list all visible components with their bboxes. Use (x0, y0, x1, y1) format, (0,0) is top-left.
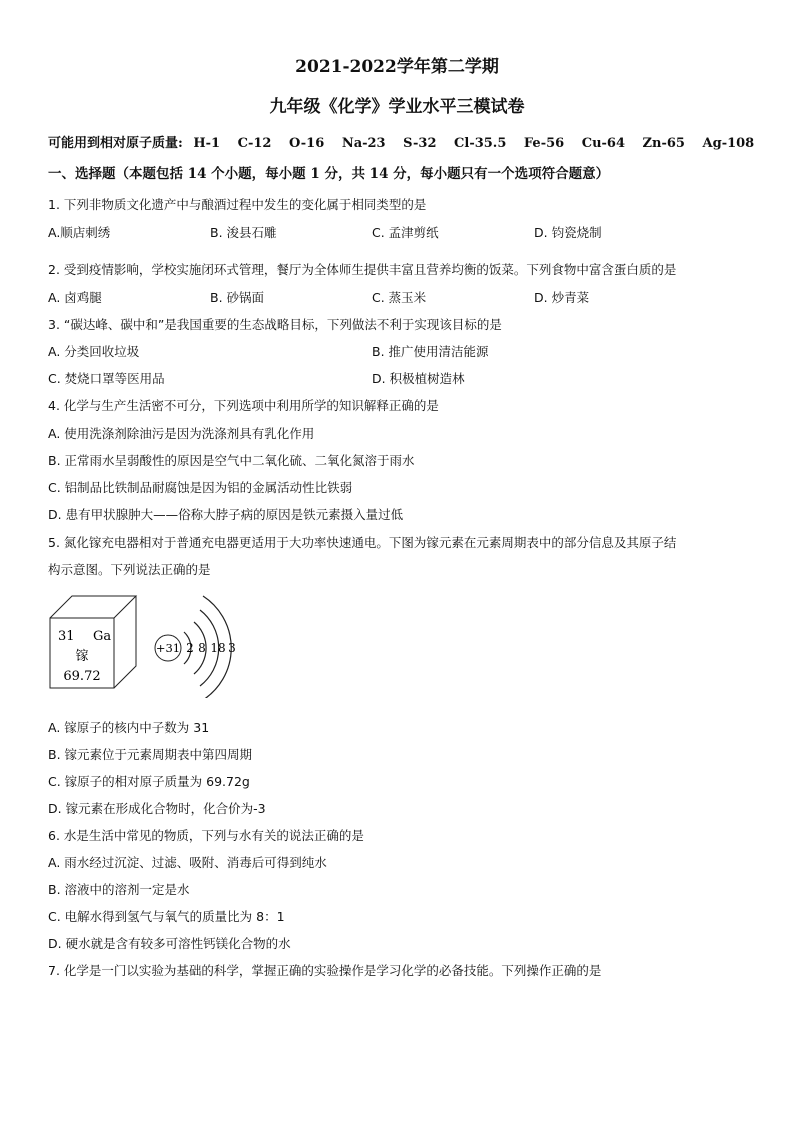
question-5-option-b: B. 镓元素位于元素周期表中第四周期 (48, 747, 253, 762)
section-heading: 一、选择题（本题包括 14 个小题，每小题 1 分，共 14 分，每小题只有一个选项符合题意） (48, 166, 610, 182)
shell-electron-count-2: 8 (198, 641, 206, 655)
shell-electron-count-3: 18 (210, 641, 226, 655)
question-2-stem: 2. 受到疫情影响，学校实施闭环式管理，餐厅为全体师生提供丰富且营养均衡的饭菜。下列食物中富含蛋白质的是 (48, 262, 677, 277)
question-6-option-b: B. 溶液中的溶剂一定是水 (48, 882, 190, 897)
exam-title: 九年级《化学》学业水平三模试卷 (269, 97, 525, 117)
question-3-option-b: B. 推广使用清洁能源 (372, 344, 489, 359)
atomic-mass-item: H-1 (193, 136, 221, 151)
question-5-option-a: A. 镓原子的核内中子数为 31 (48, 720, 210, 735)
atomic-masses-label: 可能用到相对原子质量: (48, 136, 183, 151)
atomic-mass-item: S-32 (403, 136, 437, 151)
element-name: 镓 (75, 649, 89, 664)
question-2-option-d: D. 炒青菜 (534, 290, 590, 305)
question-6-option-c: C. 电解水得到氢气与氧气的质量比为 8：1 (48, 909, 285, 924)
question-2-option-c: C. 蒸玉米 (372, 290, 427, 305)
question-3-stem: 3. “碳达峰、碳中和”是我国重要的生态战略目标，下列做法不利于实现该目标的是 (48, 317, 502, 332)
element-cell-top (50, 596, 136, 618)
atomic-masses-line (48, 132, 768, 151)
element-atomic-mass: 69.72 (63, 669, 101, 684)
question-1-option-b: B. 浚县石雕 (210, 225, 277, 240)
atomic-mass-item: Cl-35.5 (454, 136, 507, 151)
question-4-option-d: D. 患有甲状腺肿大——俗称大脖子病的原因是铁元素摄入量过低 (48, 507, 404, 522)
atomic-mass-item: Ag-108 (702, 136, 755, 151)
question-3-option-d: D. 积极植树造林 (372, 371, 465, 386)
question-1-option-d: D. 钧瓷烧制 (534, 225, 602, 240)
question-1-option-c: C. 孟津剪纸 (372, 225, 439, 240)
question-4-stem: 4. 化学与生产生活密不可分，下列选项中利用所学的知识解释正确的是 (48, 398, 439, 413)
question-6-option-d: D. 硬水就是含有较多可溶性钙镁化合物的水 (48, 936, 291, 951)
question-4-option-a: A. 使用洗涤剂除油污是因为洗涤剂具有乳化作用 (48, 426, 315, 441)
question-2-option-b: B. 砂锅面 (210, 290, 265, 305)
nucleus-charge: +31 (155, 641, 181, 655)
atomic-mass-item: C-12 (237, 136, 272, 151)
shell-electron-count-4: 3 (228, 641, 236, 655)
shell-electron-count-1: 2 (186, 641, 194, 655)
question-6-stem: 6. 水是生活中常见的物质，下列与水有关的说法正确的是 (48, 828, 364, 843)
question-7-stem: 7. 化学是一门以实验为基础的科学，掌握正确的实验操作是学习化学的必备技能。下列操作正确的是 (48, 963, 602, 978)
element-symbol: Ga (93, 629, 112, 644)
question-1-stem: 1. 下列非物质文化遗产中与酿酒过程中发生的变化属于相同类型的是 (48, 197, 427, 212)
element-atomic-number: 31 (58, 629, 75, 644)
question-3-option-c: C. 焚烧口罩等医用品 (48, 371, 165, 386)
question-4-option-c: C. 铝制品比铁制品耐腐蚀是因为铝的金属活动性比铁弱 (48, 480, 353, 495)
question-5-stem-continued: 构示意图。下列说法正确的是 (48, 562, 211, 577)
atomic-mass-item: Na-23 (341, 136, 386, 151)
question-5-stem: 5. 氮化镓充电器相对于普通充电器更适用于大功率快速通电。下图为镓元素在元素周期表中的部分信息及其原子结 (48, 535, 677, 550)
atomic-mass-item: Zn-65 (642, 136, 685, 151)
atomic-mass-item: Cu-64 (581, 136, 626, 151)
exam-term-title: 2021-2022学年第二学期 (295, 57, 499, 77)
question-1-option-a: A.顺店刺绣 (48, 225, 111, 240)
question-4-option-b: B. 正常雨水呈弱酸性的原因是空气中二氧化硫、二氧化氮溶于雨水 (48, 453, 415, 468)
gallium-figure (48, 588, 248, 698)
element-cell-side (114, 596, 136, 688)
question-3-option-a: A. 分类回收垃圾 (48, 344, 140, 359)
gallium-figure-svg (48, 588, 248, 698)
question-6-option-a: A. 雨水经过沉淀、过滤、吸附、消毒后可得到纯水 (48, 855, 327, 870)
atomic-mass-item: Fe-56 (523, 136, 565, 151)
question-5-option-d: D. 镓元素在形成化合物时，化合价为-3 (48, 801, 266, 816)
question-2-option-a: A. 卤鸡腿 (48, 290, 102, 305)
atomic-mass-item: O-16 (288, 136, 325, 151)
question-5-option-c: C. 镓原子的相对原子质量为 69.72g (48, 774, 250, 789)
